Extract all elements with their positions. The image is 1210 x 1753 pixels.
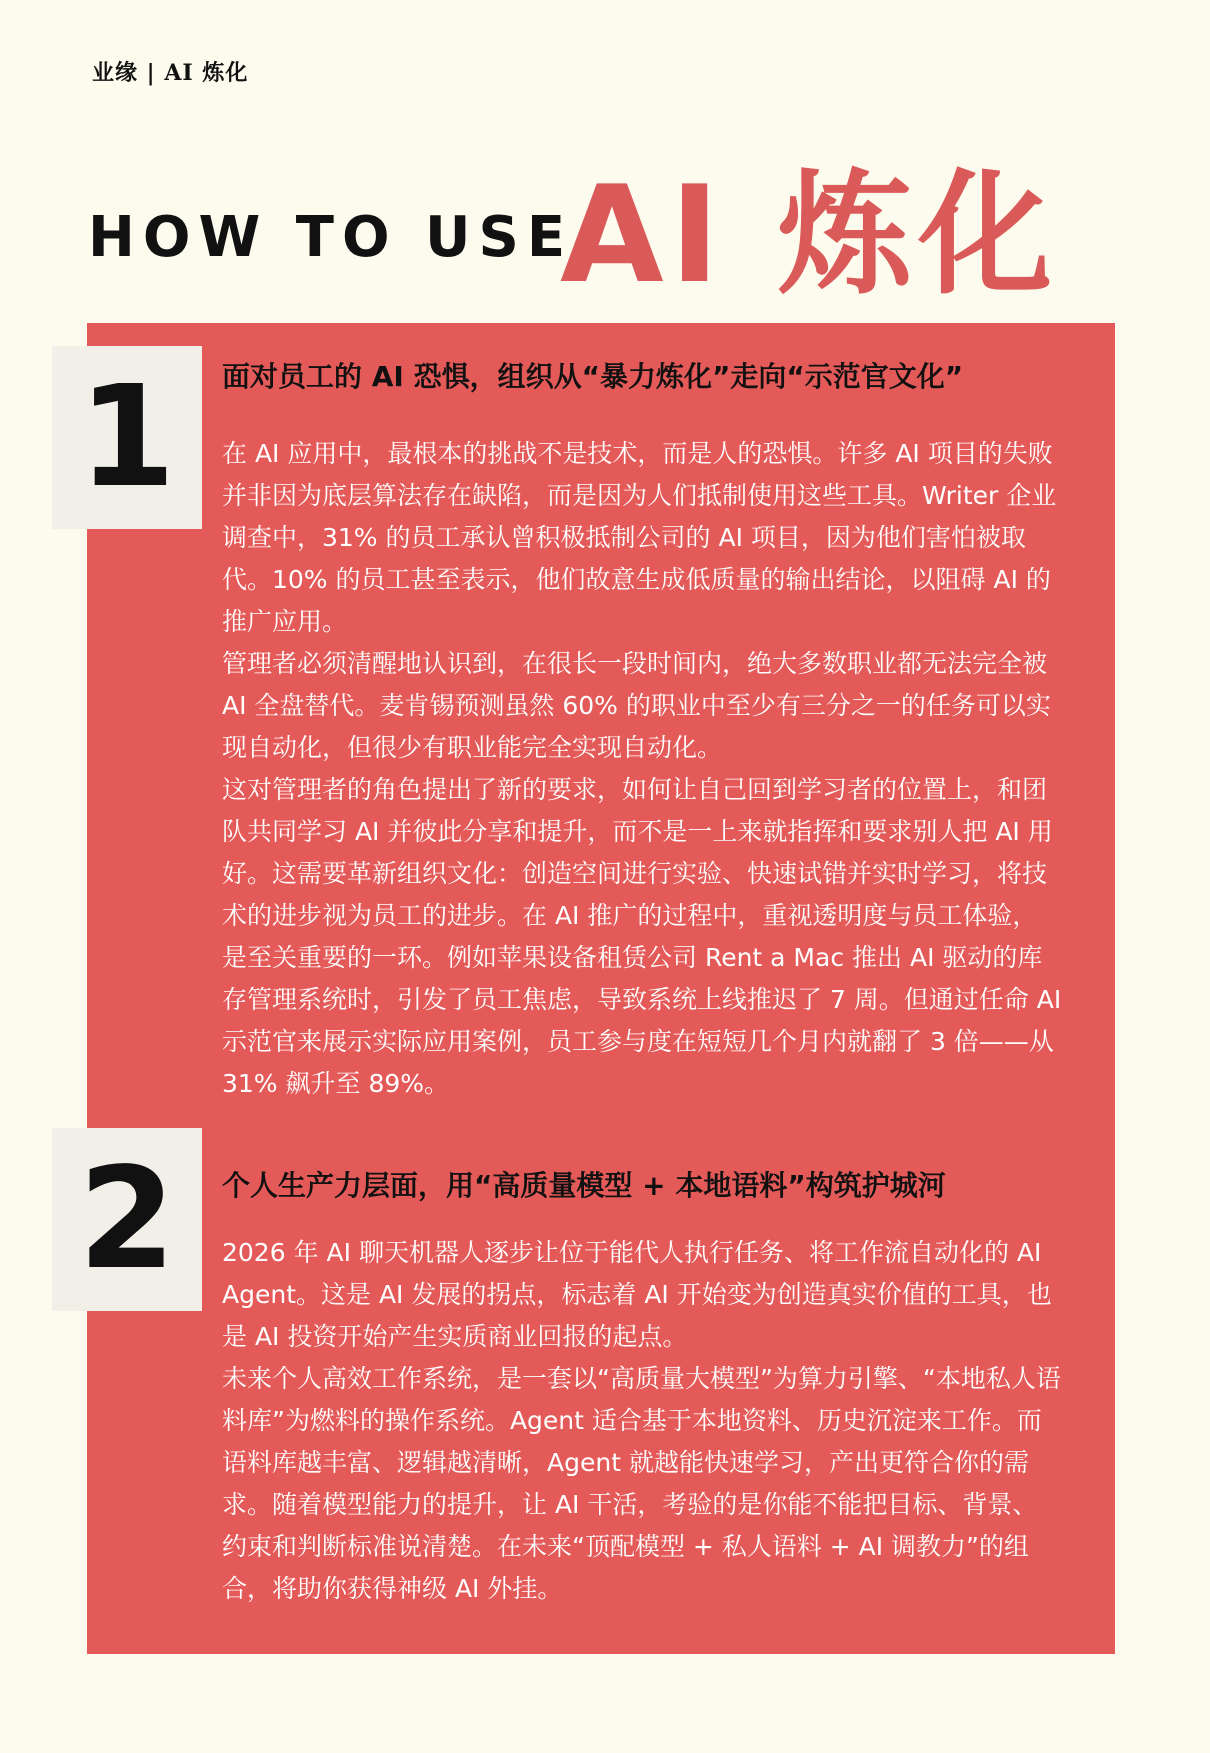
section-1-paragraph: 在 AI 应用中，最根本的挑战不是技术，而是人的恐惧。许多 AI 项目的失败并非因为底层算法存在缺陷，而是因为人们抵制使用这些工具。Writer 企业调查中，31% 的员工承认曾积极抵制公司的 AI 项目，因为他们害怕被取代。10% 的员工甚至表示，他们故意生成低质量的输出结论，以阻碍 AI 的推广应用。 bbox=[222, 439, 1057, 636]
section-body-1 bbox=[222, 433, 1062, 1105]
section-number-1: 1 bbox=[52, 346, 202, 529]
section-body-2 bbox=[222, 1232, 1062, 1610]
section-1-paragraph: 这对管理者的角色提出了新的要求，如何让自己回到学习者的位置上，和团队共同学习 AI 并彼此分享和提升，而不是一上来就指挥和要求别人把 AI 用好。这需要革新组织文化：创造空间进行实验、快速试错并实时学习，将技术的进步视为员工的进步。在 AI 推广的过程中，重视透明度与员工体验，是至关重要的一环。例如苹果设备租赁公司 Rent a Mac 推出 AI 驱动的库存管理系统时，引发了员工焦虑，导致系统上线推迟了 7 周。但通过任命 AI 示范官来展示实际应用案例，员工参与度在短短几个月内就翻了 3 倍——从 31% 飙升至 89%。 bbox=[222, 775, 1062, 1098]
hero-how-to-use: HOW TO USE bbox=[88, 205, 574, 270]
section-2-paragraph: 2026 年 AI 聊天机器人逐步让位于能代人执行任务、将工作流自动化的 AI Agent。这是 AI 发展的拐点，标志着 AI 开始变为创造真实价值的工具，也是 AI 投资开始产生实质商业回报的起点。 bbox=[222, 1238, 1052, 1351]
section-1-paragraph: 管理者必须清醒地认识到，在很长一段时间内，绝大多数职业都无法完全被 AI 全盘替代。麦肯锡预测虽然 60% 的职业中至少有三分之一的任务可以实现自动化，但很少有职业能完全实现自动化。 bbox=[222, 649, 1051, 762]
section-title-2: 个人生产力层面，用“高质量模型 + 本地语料”构筑护城河 bbox=[222, 1169, 946, 1202]
section-2-paragraph: 未来个人高效工作系统，是一套以“高质量大模型”为算力引擎、“本地私人语料库”为燃料的操作系统。Agent 适合基于本地资料、历史沉淀来工作。而语料库越丰富、逻辑越清晰，Agent 就越能快速学习，产出更符合你的需求。随着模型能力的提升，让 AI 干活，考验的是你能不能把目标、背景、约束和判断标准说清楚。在未来“顶配模型 + 私人语料 + AI 调教力”的组合，将助你获得神级 AI 外挂。 bbox=[222, 1364, 1061, 1603]
hero-ai-title: AI 炼化 bbox=[560, 157, 1059, 313]
section-title-1: 面对员工的 AI 恐惧，组织从“暴力炼化”走向“示范官文化” bbox=[222, 360, 964, 393]
header-label: 业缘 | AI 炼化 bbox=[92, 60, 249, 86]
section-number-2: 2 bbox=[52, 1128, 202, 1311]
